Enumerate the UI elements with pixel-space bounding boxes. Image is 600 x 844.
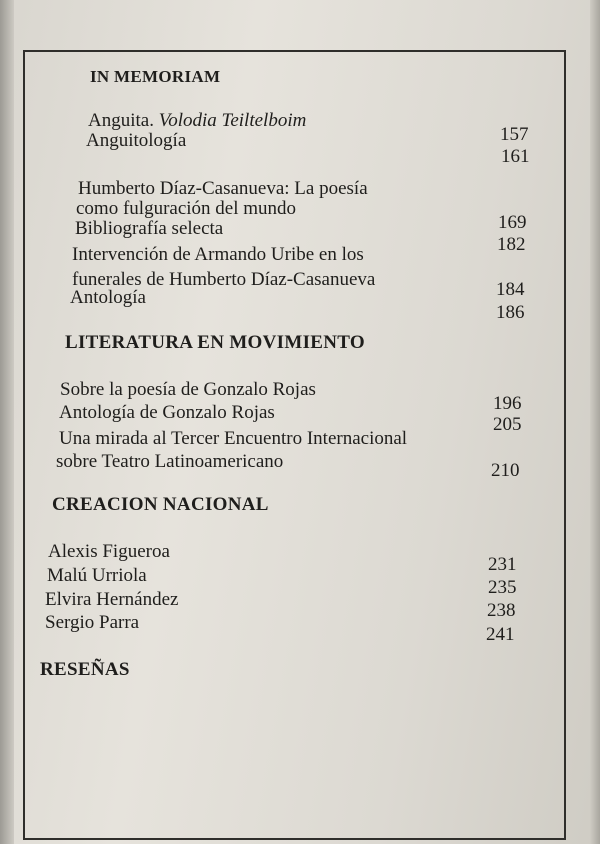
toc-entry: Bibliografía selecta <box>75 218 224 239</box>
entry-author: Volodia Teiltelboim <box>158 110 307 131</box>
toc-entry: funerales de Humberto Díaz-Casanueva <box>72 269 376 290</box>
section-heading-in-memoriam: IN MEMORIAM <box>90 67 221 86</box>
page-number: 157 <box>500 124 529 145</box>
page-number: 238 <box>487 600 516 621</box>
page-number: 182 <box>497 234 526 255</box>
toc-entry: Antología de Gonzalo Rojas <box>59 402 275 423</box>
toc-entry <box>88 111 306 130</box>
toc-entry: como fulguración del mundo <box>76 198 297 219</box>
page-edge-left <box>0 0 14 844</box>
toc-entry: Sergio Parra <box>45 612 140 633</box>
toc-entry: Intervención de Armando Uribe en los <box>72 244 364 265</box>
toc-entry: Una mirada al Tercer Encuentro Internacional <box>59 428 408 449</box>
toc-entry: Alexis Figueroa <box>48 541 170 562</box>
section-heading-literatura-en-movimiento: LITERATURA EN MOVIMIENTO <box>65 332 365 353</box>
section-heading-creacion-nacional: CREACION NACIONAL <box>52 494 269 515</box>
section-heading-resenas: RESEÑAS <box>40 659 130 680</box>
page-number: 210 <box>491 460 520 481</box>
page-number: 186 <box>496 302 525 323</box>
toc-entry: Humberto Díaz-Casanueva: La poesía <box>78 178 368 199</box>
toc-entry: sobre Teatro Latinoamericano <box>56 451 284 472</box>
page-number: 169 <box>498 212 527 233</box>
page-number: 231 <box>488 554 517 575</box>
page-number: 161 <box>501 146 530 167</box>
toc-entry: Sobre la poesía de Gonzalo Rojas <box>60 379 316 400</box>
page-number: 196 <box>493 393 522 414</box>
toc-entry: Malú Urriola <box>47 565 147 586</box>
page-number: 184 <box>496 279 525 300</box>
toc-entry: Elvira Hernández <box>45 589 179 610</box>
page-number: 235 <box>488 577 517 598</box>
page-number: 241 <box>486 624 515 645</box>
entry-title: Anguita. <box>88 110 154 131</box>
page-edge-right <box>590 0 600 844</box>
page-number: 205 <box>493 414 522 435</box>
toc-entry: Anguitología <box>86 130 187 151</box>
toc-entry: Antología <box>70 287 146 308</box>
